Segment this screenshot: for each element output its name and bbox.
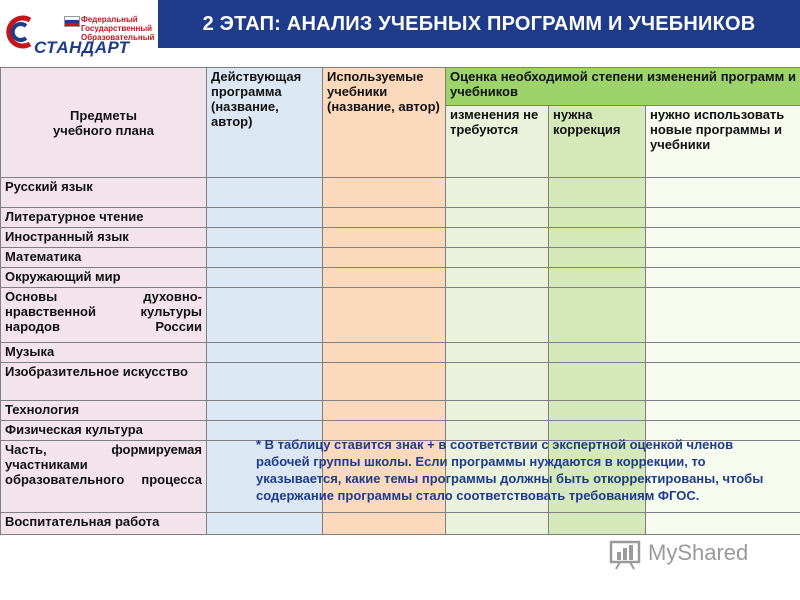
cell-new <box>646 343 800 363</box>
cell-no-change <box>446 343 549 363</box>
cell-correction <box>549 208 646 228</box>
cell-textbooks <box>323 228 446 248</box>
cell-no-change <box>446 363 549 401</box>
header-new-programs: нужно использовать новые программы и учебники <box>646 106 800 178</box>
cell-new <box>646 248 800 268</box>
chart-logo-icon <box>608 536 642 570</box>
logo-line-2: Государственный <box>81 24 153 33</box>
fgos-logo <box>0 0 158 58</box>
cell-correction <box>549 178 646 208</box>
header-no-change: изменения не требуются <box>446 106 549 178</box>
header-textbooks: Используемые учебники (название, автор) <box>323 68 446 178</box>
cell-correction <box>549 401 646 421</box>
row-subject: Музыка <box>1 343 207 363</box>
cell-new <box>646 288 800 343</box>
cell-program <box>207 288 323 343</box>
cell-new <box>646 401 800 421</box>
cell-textbooks <box>323 513 446 535</box>
row-subject: Математика <box>1 248 207 268</box>
russian-flag-icon <box>64 16 80 27</box>
cell-new <box>646 208 800 228</box>
row-subject: Физическая культура <box>1 421 207 441</box>
cell-textbooks <box>323 178 446 208</box>
row-subject: Иностранный язык <box>1 228 207 248</box>
cell-textbooks <box>323 268 446 288</box>
cell-correction <box>549 513 646 535</box>
row-subject: Изобразительное искусство <box>1 363 207 401</box>
cell-no-change <box>446 513 549 535</box>
watermark <box>608 536 778 572</box>
row-subject: Часть, формируемая участниками образовательного процесса <box>1 441 207 513</box>
row-subject: Воспитательная работа <box>1 513 207 535</box>
header-correction: нужна коррекция <box>549 106 646 178</box>
cell-new <box>646 268 800 288</box>
logo-wordmark: СТАНДАРТ <box>34 38 130 57</box>
cell-no-change <box>446 288 549 343</box>
cell-correction <box>549 228 646 248</box>
cell-program <box>207 363 323 401</box>
footnote: * В таблицу ставится знак + в соответствии с экспертной оценкой членов рабочей группы школы. Если программы нуждаются в коррекции, то указывается, какие темы программы должны быть откорректированы, чтобы содержание программы стало соответствовать требованиям ФГОС. <box>256 437 764 503</box>
cell-correction <box>549 288 646 343</box>
cell-correction <box>549 268 646 288</box>
row-subject: Окружающий мир <box>1 268 207 288</box>
cell-correction <box>549 343 646 363</box>
header-assessment: Оценка необходимой степени изменений программ и учебников <box>446 68 800 106</box>
page-title: 2 ЭТАП: АНАЛИЗ УЧЕБНЫХ ПРОГРАММ И УЧЕБНИКОВ <box>158 0 800 48</box>
cell-new <box>646 178 800 208</box>
cell-new <box>646 363 800 401</box>
cell-correction <box>549 363 646 401</box>
cell-textbooks <box>323 288 446 343</box>
cell-program <box>207 343 323 363</box>
cell-no-change <box>446 248 549 268</box>
cell-no-change <box>446 228 549 248</box>
cell-program <box>207 208 323 228</box>
cell-no-change <box>446 178 549 208</box>
logo-line-1: Федеральный <box>81 15 138 24</box>
cell-program <box>207 401 323 421</box>
cell-no-change <box>446 401 549 421</box>
cell-program <box>207 228 323 248</box>
cell-textbooks <box>323 343 446 363</box>
cell-program <box>207 268 323 288</box>
cell-textbooks <box>323 401 446 421</box>
logo-line-3: Образовательный <box>81 33 155 42</box>
cell-program <box>207 248 323 268</box>
cell-textbooks <box>323 363 446 401</box>
cell-no-change <box>446 268 549 288</box>
cell-textbooks <box>323 208 446 228</box>
row-subject: Технология <box>1 401 207 421</box>
cell-no-change <box>446 208 549 228</box>
row-subject: Русский язык <box>1 178 207 208</box>
watermark-text: MyShared <box>648 540 749 565</box>
header-subjects: Предметы учебного плана <box>1 68 207 178</box>
fgos-logo-icon <box>4 12 36 52</box>
header <box>0 0 800 58</box>
cell-new <box>646 228 800 248</box>
cell-textbooks <box>323 248 446 268</box>
cell-new <box>646 513 800 535</box>
cell-program <box>207 178 323 208</box>
header-program: Действующая программа (название, автор) <box>207 68 323 178</box>
cell-program <box>207 513 323 535</box>
row-subject: Основы духовно-нравственной культуры народов России <box>1 288 207 343</box>
row-subject: Литературное чтение <box>1 208 207 228</box>
cell-correction <box>549 248 646 268</box>
